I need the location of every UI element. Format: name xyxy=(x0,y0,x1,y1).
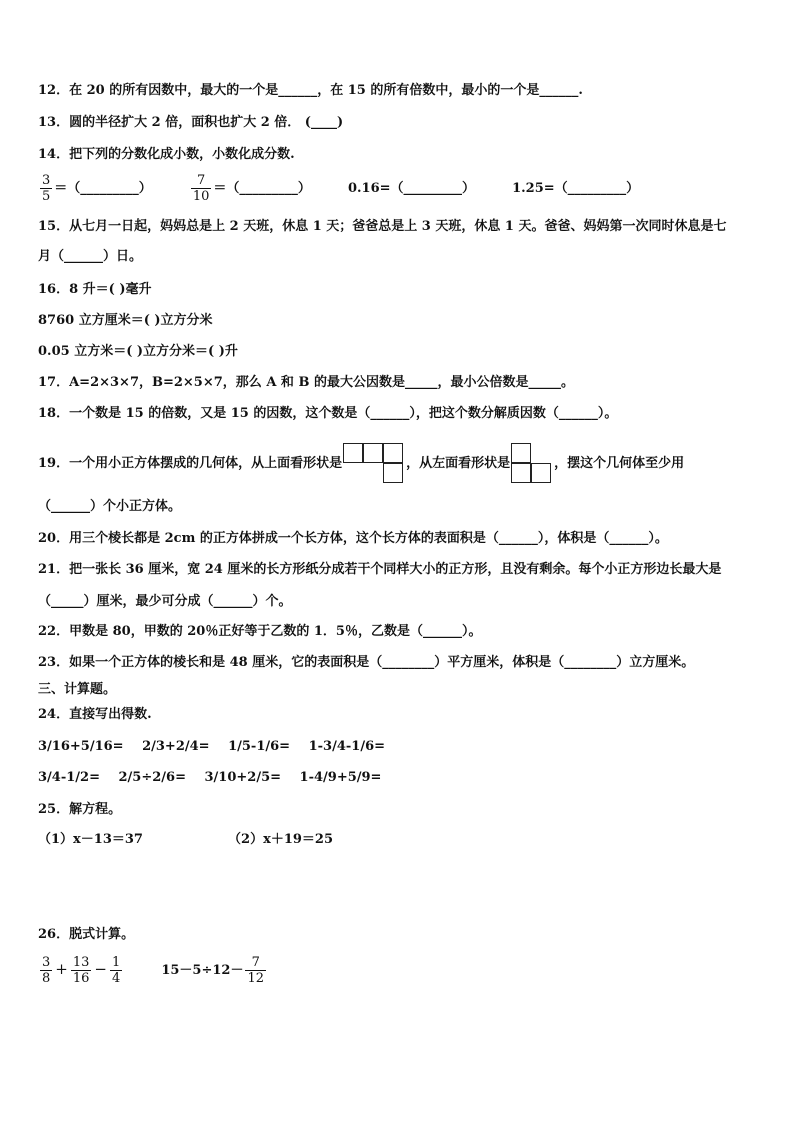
calc-item: 2/3+2/4= xyxy=(142,739,210,754)
question-20-text: 20．用三个棱长都是 2cm 的正方体拼成一个长方体，这个长方体的表面积是（______），体积是（______）。 xyxy=(38,531,668,546)
question-18-text: 18．一个数是 15 的倍数，又是 15 的因数，这个数是（______），把这个数分解质因数（______）。 xyxy=(38,406,618,421)
question-24-title-text: 24．直接写出得数. xyxy=(38,707,152,722)
question-16-text-3: 0.05 立方米＝( )立方分米＝( )升 xyxy=(38,344,238,359)
section-3-heading xyxy=(38,681,116,699)
fraction-7-12: $\frac{7}{12}$ xyxy=(247,955,264,986)
question-16-text-1: 16．8 升＝( )毫升 xyxy=(38,282,152,297)
fraction-7-10: $\frac{7}{10}$ xyxy=(192,173,210,204)
question-16-text-2: 8760 立方厘米＝( )立方分米 xyxy=(38,313,213,328)
calc-item: 2/5÷2/6= xyxy=(118,770,186,785)
question-19-line-2 xyxy=(38,498,181,516)
question-24-title xyxy=(38,706,152,724)
decimal-125-item: 1.25=（_________） xyxy=(512,181,640,196)
question-26-title-text: 26．脱式计算。 xyxy=(38,927,135,942)
question-20 xyxy=(38,530,668,548)
calc-item: 1-3/4-1/6= xyxy=(308,739,386,754)
question-17-text: 17．A=2×3×7，B=2×5×7，那么 A 和 B 的最大公因数是_____，最小公倍数是_____。 xyxy=(38,375,574,390)
question-24-row-1 xyxy=(38,738,385,756)
question-21-text-1: 21．把一张长 36 厘米，宽 24 厘米的长方形纸分成若干个同样大小的正方形，且没有剩余。每个小正方形边长最大是 xyxy=(38,562,722,577)
question-13-text: 13．圆的半径扩大 2 倍，面积也扩大 2 倍． (____) xyxy=(38,115,344,130)
question-14-title-text: 14．把下列的分数化成小数，小数化成分数. xyxy=(38,147,295,162)
answer-blank-1: ＝（_________） xyxy=(54,181,152,196)
question-23 xyxy=(38,654,694,672)
left-view-figure xyxy=(511,443,553,484)
question-22 xyxy=(38,623,481,641)
question-25-title-text: 25．解方程。 xyxy=(38,802,122,817)
question-16-line-3 xyxy=(38,343,238,361)
question-25-equations xyxy=(38,831,333,849)
fraction-13-16: $\frac{13}{16}$ xyxy=(72,955,90,986)
expression-2-lead: 15－5÷12－ xyxy=(161,963,244,978)
equation-1: （1）x－13＝37 xyxy=(38,832,143,847)
question-26-expressions xyxy=(38,950,268,990)
question-26-title xyxy=(38,926,134,944)
calc-item: 3/10+2/5= xyxy=(204,770,282,785)
question-24-row-2 xyxy=(38,769,381,787)
minus-operator: − xyxy=(94,960,107,978)
question-14-items xyxy=(38,172,639,206)
question-19-text-2: ，从左面看形状是 xyxy=(406,456,511,471)
calc-item: 1-4/9+5/9= xyxy=(299,770,382,785)
question-19-text-3: ，摆这个几何体至少用 xyxy=(554,456,685,471)
question-15-line-2 xyxy=(38,248,142,266)
section-3-title: 三、计算题。 xyxy=(38,682,117,697)
decimal-016-item: 0.16=（_________） xyxy=(347,181,476,196)
calc-item: 3/4-1/2= xyxy=(38,770,100,785)
question-13 xyxy=(38,114,343,132)
question-23-text: 23．如果一个正方体的棱长和是 48 厘米，它的表面积是（________）平方厘米，体积是（________）立方厘米。 xyxy=(38,655,695,670)
fraction-1-4: $\frac{1}{4}$ xyxy=(111,955,121,986)
calc-item: 3/16+5/16= xyxy=(38,739,124,754)
question-14-title xyxy=(38,146,295,164)
fraction-3-8: $\frac{3}{8}$ xyxy=(42,955,51,986)
question-12-text: 12．在 20 的所有因数中，最大的一个是______，在 15 的所有倍数中，最小的一个是______. xyxy=(38,83,583,98)
question-17 xyxy=(38,374,574,392)
question-21-line-2 xyxy=(38,593,292,611)
question-19-text-4: （______）个小正方体。 xyxy=(38,499,182,514)
question-22-text: 22．甲数是 80，甲数的 20％正好等于乙数的 1．5％，乙数是（______）。 xyxy=(38,624,482,639)
question-21-text-2: （_____）厘米，最少可分成（______）个。 xyxy=(38,594,292,609)
question-19-text-1: 19．一个用小正方体摆成的几何体，从上面看形状是 xyxy=(38,456,343,471)
question-16-line-1 xyxy=(38,281,152,299)
question-15-text-1: 15．从七月一日起，妈妈总是上 2 天班，休息 1 天；爸爸总是上 3 天班，休息 1 天。爸爸、妈妈第一次同时休息是七 xyxy=(38,219,727,234)
plus-operator: + xyxy=(55,960,68,978)
equation-2: （2）x＋19＝25 xyxy=(228,832,334,847)
question-15-text-2: 月（______）日。 xyxy=(38,249,143,264)
question-25-title xyxy=(38,801,121,819)
question-12 xyxy=(38,82,583,100)
fraction-3-5: $\frac{3}{5}$ xyxy=(42,173,51,204)
question-16-line-2 xyxy=(38,312,213,330)
question-21-line-1 xyxy=(38,561,721,579)
question-15-line-1 xyxy=(38,218,726,236)
top-view-figure xyxy=(343,443,405,484)
answer-blank-2: ＝（_________） xyxy=(213,181,311,196)
question-19-line-1 xyxy=(38,443,684,484)
question-18 xyxy=(38,405,617,423)
calc-item: 1/5-1/6= xyxy=(228,739,291,754)
